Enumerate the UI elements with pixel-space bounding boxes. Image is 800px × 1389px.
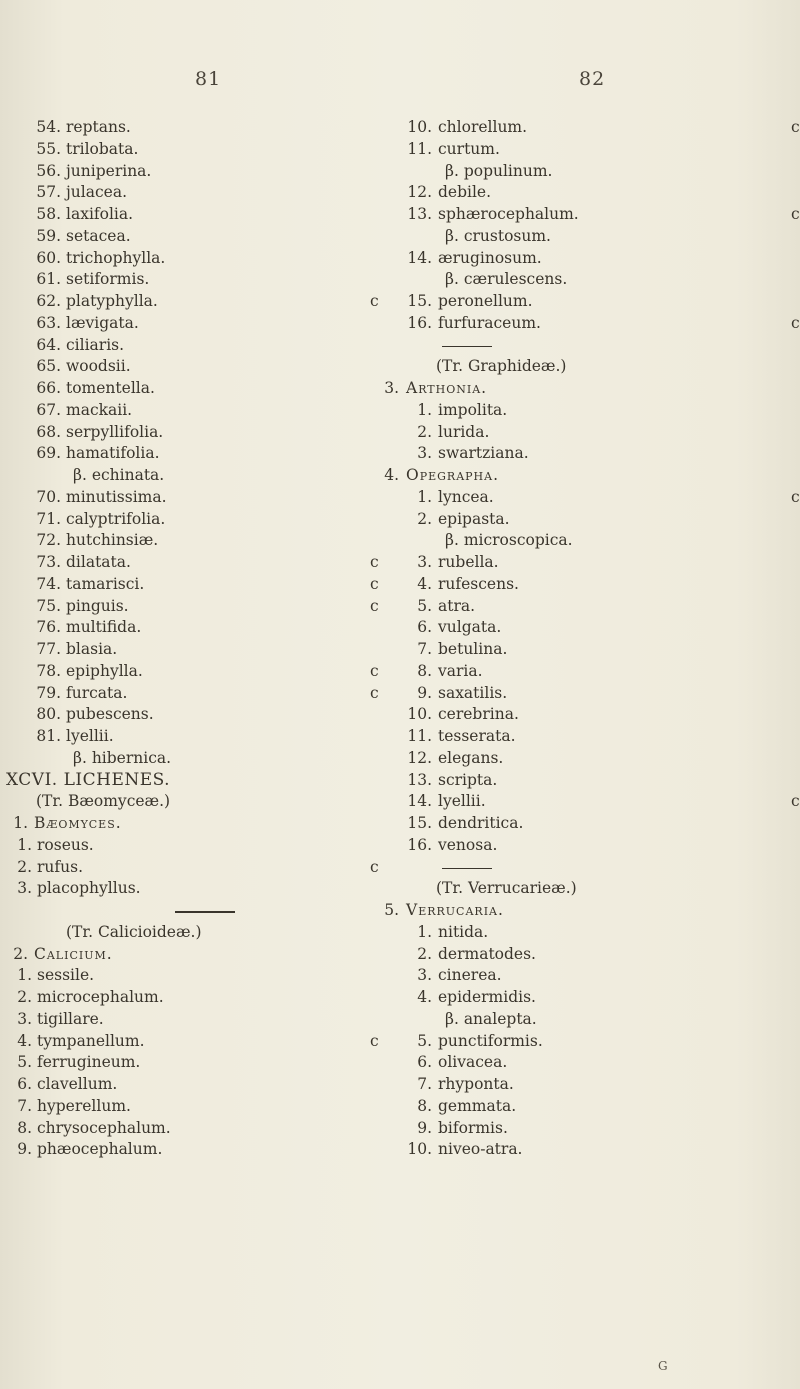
species-number: 8. xyxy=(17,1118,32,1137)
species-number: 66. xyxy=(36,379,61,397)
list-item xyxy=(0,791,400,813)
species-number: 63. xyxy=(36,313,61,332)
species-number: 80. xyxy=(36,705,61,724)
species-number: 6. xyxy=(17,1075,32,1093)
list-item xyxy=(0,248,400,270)
list-item xyxy=(0,117,400,139)
species-number: 3. xyxy=(17,1009,32,1028)
common-mark: c xyxy=(791,205,800,223)
species-number: 7. xyxy=(17,1096,32,1115)
list-item xyxy=(384,378,800,400)
species-name: lurida. xyxy=(438,422,490,441)
species-name: laxifolia. xyxy=(66,205,134,223)
common-mark: c xyxy=(791,313,800,332)
species-name: varia. xyxy=(438,661,483,680)
species-number: 68. xyxy=(36,422,61,441)
list-item xyxy=(0,509,400,531)
page-number-right: 82 xyxy=(579,68,606,90)
list-item xyxy=(0,465,400,487)
section-rule xyxy=(0,900,400,922)
list-item xyxy=(392,878,800,900)
genus-name: Calicium. xyxy=(34,944,113,963)
species-number: 4. xyxy=(417,574,432,593)
list-item xyxy=(392,813,800,835)
species-number: 71. xyxy=(36,509,61,528)
list-item xyxy=(392,443,800,465)
common-mark: c xyxy=(370,661,379,680)
species-name: furfuraceum. xyxy=(438,313,541,332)
species-number: 8. xyxy=(417,661,432,680)
genus-number: 3. xyxy=(384,379,399,397)
species-number: 4. xyxy=(417,988,432,1006)
list-item xyxy=(0,1009,400,1031)
species-name: epidermidis. xyxy=(438,988,536,1006)
species-number: 3. xyxy=(17,879,32,898)
common-mark: c xyxy=(791,118,800,136)
species-number: 69. xyxy=(36,444,61,463)
species-number: 2. xyxy=(17,857,32,876)
species-number: 16. xyxy=(407,313,432,332)
species-name: hyperellum. xyxy=(37,1096,131,1115)
list-item xyxy=(392,835,800,857)
species-name: sphærocephalum. xyxy=(438,205,579,223)
list-item xyxy=(0,335,400,357)
species-name: punctiformis. xyxy=(438,1031,543,1050)
variety-name: β. echinata. xyxy=(73,466,165,484)
tribe-heading: (Tr. Verrucarieæ.) xyxy=(436,879,577,898)
species-number: 8. xyxy=(417,1096,432,1115)
species-name: rufus. xyxy=(37,857,83,876)
species-number: 1. xyxy=(417,400,432,419)
species-name: hutchinsiæ. xyxy=(66,531,159,550)
species-name: tesserata. xyxy=(438,727,516,745)
species-number: 61. xyxy=(36,270,61,289)
species-number: 2. xyxy=(417,944,432,963)
species-number: 77. xyxy=(36,640,61,658)
list-item xyxy=(392,574,800,596)
species-number: 13. xyxy=(407,205,432,223)
genus-number: 2. xyxy=(13,944,28,963)
species-name: chrysocephalum. xyxy=(37,1118,171,1137)
list-item xyxy=(392,400,800,422)
species-number: 81. xyxy=(36,727,61,745)
species-number: 4. xyxy=(17,1031,32,1050)
species-number: 6. xyxy=(417,1053,432,1072)
species-number: 2. xyxy=(17,988,32,1006)
list-item xyxy=(0,161,400,183)
list-item xyxy=(0,878,400,900)
species-name: microcephalum. xyxy=(37,988,164,1006)
list-item xyxy=(392,596,800,618)
right-column xyxy=(384,117,800,1161)
species-name: pubescens. xyxy=(66,705,154,724)
list-item xyxy=(0,552,400,574)
species-name: curtum. xyxy=(438,139,500,158)
list-item xyxy=(392,226,800,248)
species-name: placophyllus. xyxy=(37,879,141,898)
species-name: elegans. xyxy=(438,748,504,767)
species-name: vulgata. xyxy=(438,618,502,637)
list-item xyxy=(384,900,800,922)
species-number: 9. xyxy=(17,1140,32,1159)
tribe-heading: (Tr. Calicioideæ.) xyxy=(66,922,202,941)
common-mark: c xyxy=(791,487,800,506)
list-item xyxy=(392,922,800,944)
list-item xyxy=(0,356,400,378)
list-item xyxy=(0,1118,400,1140)
list-item xyxy=(392,204,800,226)
common-mark: c xyxy=(370,596,379,615)
list-item xyxy=(392,291,800,313)
species-number: 60. xyxy=(36,248,61,267)
list-item xyxy=(392,1009,800,1031)
list-item xyxy=(392,1052,800,1074)
species-number: 3. xyxy=(417,444,432,463)
species-number: 5. xyxy=(417,596,432,615)
list-item xyxy=(0,182,400,204)
species-name: clavellum. xyxy=(37,1075,118,1093)
species-number: 2. xyxy=(417,509,432,528)
section-rule xyxy=(392,335,800,357)
common-mark: c xyxy=(370,683,379,702)
species-name: furcata. xyxy=(66,683,128,702)
variety-name: β. hibernica. xyxy=(73,748,172,767)
species-number: 55. xyxy=(36,139,61,158)
species-name: olivacea. xyxy=(438,1053,508,1072)
list-item xyxy=(392,987,800,1009)
list-item xyxy=(0,1052,400,1074)
species-number: 58. xyxy=(36,205,61,223)
species-number: 9. xyxy=(417,683,432,702)
list-item xyxy=(0,704,400,726)
species-number: 5. xyxy=(417,1031,432,1050)
list-item xyxy=(392,248,800,270)
species-name: tigillare. xyxy=(37,1009,104,1028)
species-number: 11. xyxy=(407,139,432,158)
species-name: lyellii. xyxy=(66,727,114,745)
list-item xyxy=(392,965,800,987)
list-item xyxy=(392,117,800,139)
species-number: 74. xyxy=(36,574,61,593)
list-item xyxy=(392,1096,800,1118)
species-name: platyphylla. xyxy=(66,292,158,310)
list-item xyxy=(0,269,400,291)
common-mark: c xyxy=(370,553,379,571)
list-item xyxy=(0,748,400,770)
list-item xyxy=(392,639,800,661)
order-heading: XCVI. LICHENES. xyxy=(6,769,171,790)
species-number: 56. xyxy=(36,161,61,180)
species-number: 16. xyxy=(407,835,432,854)
species-number: 9. xyxy=(417,1118,432,1137)
list-item xyxy=(392,944,800,966)
species-name: peronellum. xyxy=(438,292,533,310)
list-item xyxy=(392,1074,800,1096)
list-item xyxy=(0,596,400,618)
species-number: 59. xyxy=(36,226,61,245)
species-number: 2. xyxy=(417,422,432,441)
list-item xyxy=(0,139,400,161)
variety-name: β. populinum. xyxy=(445,161,553,180)
species-name: tympanellum. xyxy=(37,1031,145,1050)
list-item xyxy=(0,291,400,313)
species-name: ciliaris. xyxy=(66,335,125,354)
species-name: rufescens. xyxy=(438,574,519,593)
species-number: 3. xyxy=(417,553,432,571)
species-number: 13. xyxy=(407,770,432,789)
variety-name: β. crustosum. xyxy=(445,226,551,245)
genus-name: Arthonia. xyxy=(406,379,488,397)
species-name: æruginosum. xyxy=(438,248,542,267)
species-name: lyncea. xyxy=(438,487,494,506)
common-mark: c xyxy=(791,792,800,811)
species-name: chlorellum. xyxy=(438,118,528,136)
list-item xyxy=(0,1031,400,1053)
list-item xyxy=(0,639,400,661)
species-number: 1. xyxy=(417,487,432,506)
list-item xyxy=(0,944,400,966)
list-item xyxy=(392,313,800,335)
species-name: biformis. xyxy=(438,1118,508,1137)
list-item xyxy=(392,269,800,291)
species-name: reptans. xyxy=(66,118,131,136)
list-item xyxy=(392,661,800,683)
variety-name: β. microscopica. xyxy=(445,531,573,550)
list-item xyxy=(392,726,800,748)
species-name: lævigata. xyxy=(66,313,139,332)
variety-name: β. analepta. xyxy=(445,1009,537,1028)
list-item xyxy=(392,422,800,444)
variety-name: β. cærulescens. xyxy=(445,270,568,289)
species-number: 57. xyxy=(36,183,61,202)
species-name: atra. xyxy=(438,596,476,615)
species-number: 79. xyxy=(36,683,61,702)
species-name: venosa. xyxy=(438,835,498,854)
species-name: cerebrina. xyxy=(438,705,519,724)
species-name: julacea. xyxy=(66,183,128,202)
species-name: setacea. xyxy=(66,226,131,245)
list-item xyxy=(0,617,400,639)
species-number: 12. xyxy=(407,748,432,767)
species-name: epiphylla. xyxy=(66,661,143,680)
list-item xyxy=(392,1118,800,1140)
tribe-heading: (Tr. Graphideæ.) xyxy=(436,357,567,376)
list-item xyxy=(0,574,400,596)
tribe-heading: (Tr. Bæomyceæ.) xyxy=(36,792,171,811)
species-name: dermatodes. xyxy=(438,944,536,963)
species-number: 78. xyxy=(36,661,61,680)
species-name: blasia. xyxy=(66,640,118,658)
species-name: woodsii. xyxy=(66,357,131,376)
species-number: 64. xyxy=(36,335,61,354)
list-item xyxy=(392,509,800,531)
species-name: lyellii. xyxy=(438,792,486,811)
species-number: 65. xyxy=(36,357,61,376)
species-name: multifida. xyxy=(66,618,142,637)
left-column xyxy=(0,117,400,1161)
species-number: 10. xyxy=(407,1140,432,1159)
list-item xyxy=(0,443,400,465)
species-name: minutissima. xyxy=(66,487,167,506)
list-item xyxy=(0,313,400,335)
list-item xyxy=(392,356,800,378)
list-item xyxy=(0,530,400,552)
species-name: betulina. xyxy=(438,640,508,658)
species-number: 7. xyxy=(417,1075,432,1093)
species-name: sessile. xyxy=(37,966,95,985)
species-name: swartziana. xyxy=(438,444,529,463)
list-item xyxy=(384,465,800,487)
species-number: 7. xyxy=(417,640,432,658)
species-number: 1. xyxy=(417,922,432,941)
list-item xyxy=(392,748,800,770)
species-number: 1. xyxy=(17,835,32,854)
list-item xyxy=(0,922,400,944)
species-name: trilobata. xyxy=(66,139,139,158)
rule-line xyxy=(442,868,492,870)
species-number: 62. xyxy=(36,292,61,310)
species-name: juniperina. xyxy=(66,161,152,180)
list-item xyxy=(0,1096,400,1118)
species-number: 5. xyxy=(17,1053,32,1072)
genus-number: 5. xyxy=(384,901,399,919)
species-name: rubella. xyxy=(438,553,499,571)
common-mark: c xyxy=(370,1031,379,1050)
list-item xyxy=(0,400,400,422)
list-item xyxy=(0,422,400,444)
species-name: ferrugineum. xyxy=(37,1053,141,1072)
list-item xyxy=(0,661,400,683)
species-number: 3. xyxy=(417,966,432,985)
species-number: 75. xyxy=(36,596,61,615)
list-item xyxy=(392,1031,800,1053)
species-name: tamarisci. xyxy=(66,574,145,593)
rule-line xyxy=(175,911,235,913)
species-number: 11. xyxy=(407,727,432,745)
species-number: 67. xyxy=(36,400,61,419)
species-name: epipasta. xyxy=(438,509,510,528)
list-item xyxy=(0,1074,400,1096)
species-name: serpyllifolia. xyxy=(66,422,164,441)
species-name: hamatifolia. xyxy=(66,444,160,463)
species-number: 15. xyxy=(407,292,432,310)
list-item xyxy=(392,139,800,161)
species-number: 10. xyxy=(407,705,432,724)
species-number: 76. xyxy=(36,618,61,637)
genus-name: Verrucaria. xyxy=(406,901,504,919)
signature-mark: G xyxy=(658,1359,668,1373)
list-item xyxy=(0,987,400,1009)
species-name: tomentella. xyxy=(66,379,155,397)
rule-line xyxy=(442,346,492,348)
common-mark: c xyxy=(370,574,379,593)
species-name: pinguis. xyxy=(66,596,129,615)
genus-number: 1. xyxy=(13,814,28,832)
species-name: scripta. xyxy=(438,770,498,789)
common-mark: c xyxy=(370,857,379,876)
species-name: dendritica. xyxy=(438,814,524,832)
species-name: trichophylla. xyxy=(66,248,166,267)
species-name: gemmata. xyxy=(438,1096,517,1115)
list-item xyxy=(392,552,800,574)
list-item xyxy=(0,835,400,857)
list-item xyxy=(392,161,800,183)
species-number: 6. xyxy=(417,618,432,637)
species-name: calyptrifolia. xyxy=(66,509,166,528)
list-item xyxy=(0,204,400,226)
species-number: 72. xyxy=(36,531,61,550)
list-item xyxy=(0,683,400,705)
page-number-left: 81 xyxy=(195,68,222,90)
list-item xyxy=(0,813,400,835)
list-item xyxy=(0,857,400,879)
list-item xyxy=(0,726,400,748)
species-number: 15. xyxy=(407,814,432,832)
species-name: debile. xyxy=(438,183,492,202)
list-item xyxy=(392,704,800,726)
species-name: phæocephalum. xyxy=(37,1140,163,1159)
genus-name: Opegrapha. xyxy=(406,466,500,484)
species-name: saxatilis. xyxy=(438,683,508,702)
species-number: 12. xyxy=(407,183,432,202)
list-item xyxy=(392,683,800,705)
common-mark: c xyxy=(370,292,379,310)
species-number: 1. xyxy=(17,966,32,985)
list-item xyxy=(392,791,800,813)
species-name: dilatata. xyxy=(66,553,131,571)
list-item xyxy=(0,487,400,509)
species-number: 14. xyxy=(407,248,432,267)
list-item xyxy=(0,965,400,987)
species-name: setiformis. xyxy=(66,270,150,289)
species-name: rhyponta. xyxy=(438,1075,514,1093)
section-rule xyxy=(392,857,800,879)
genus-name: Bæomyces. xyxy=(34,814,122,832)
species-name: cinerea. xyxy=(438,966,502,985)
species-name: mackaii. xyxy=(66,400,133,419)
list-item xyxy=(392,530,800,552)
list-item xyxy=(392,770,800,792)
species-name: nitida. xyxy=(438,922,489,941)
species-name: niveo-atra. xyxy=(438,1140,523,1159)
species-number: 73. xyxy=(36,553,61,571)
species-number: 54. xyxy=(36,118,61,136)
species-number: 70. xyxy=(36,487,61,506)
species-number: 14. xyxy=(407,792,432,811)
list-item xyxy=(392,487,800,509)
list-item xyxy=(0,378,400,400)
list-item xyxy=(0,770,400,792)
genus-number: 4. xyxy=(384,466,399,484)
species-name: roseus. xyxy=(37,835,94,854)
species-number: 10. xyxy=(407,118,432,136)
list-item xyxy=(392,182,800,204)
list-item xyxy=(0,226,400,248)
list-item xyxy=(0,1139,400,1161)
list-item xyxy=(392,617,800,639)
list-item xyxy=(392,1139,800,1161)
species-name: impolita. xyxy=(438,400,508,419)
